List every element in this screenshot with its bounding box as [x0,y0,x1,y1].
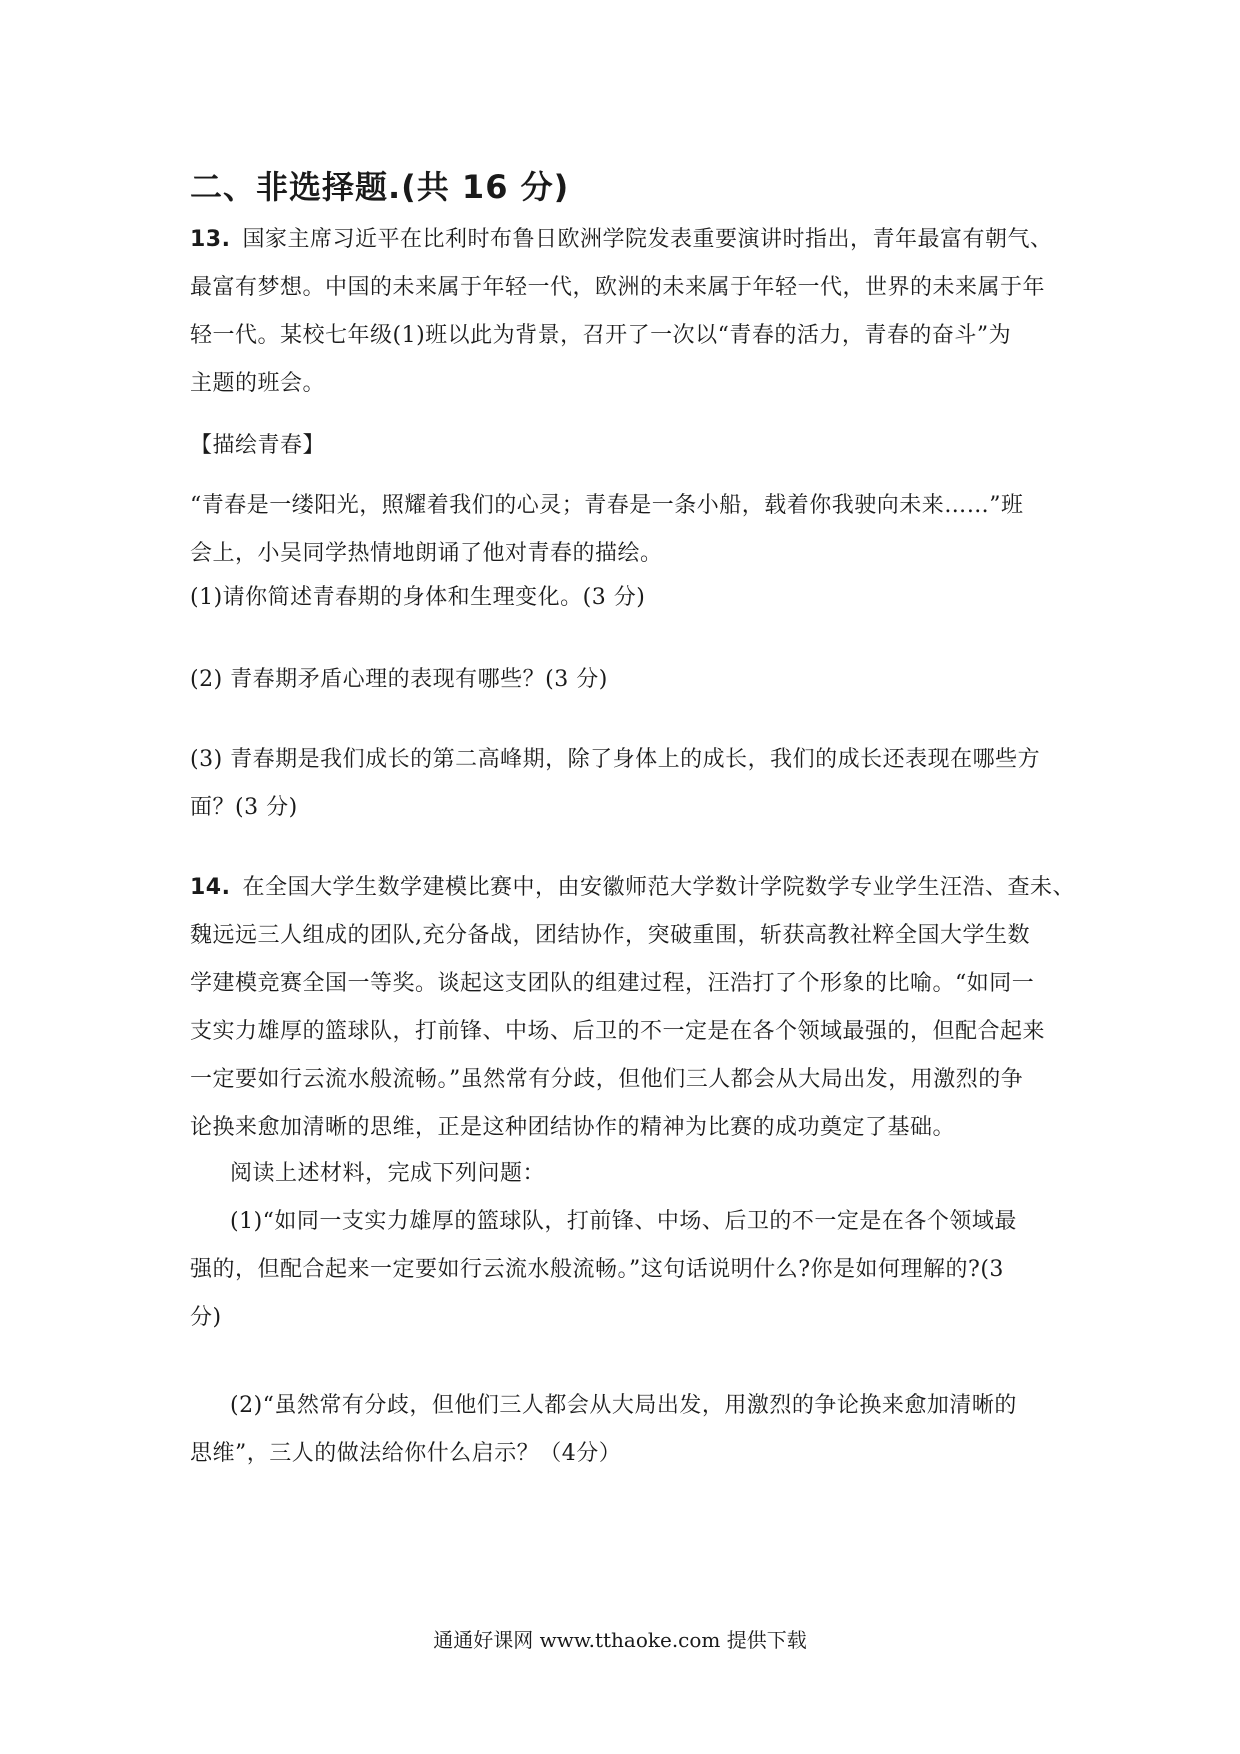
q13-sub3-line-1: (3) 青春期是我们成长的第二高峰期，除了身体上的成长，我们的成长还表现在哪些方 [190,747,1041,772]
q14-material-line-1: 14. 在全国大学生数学建模比赛中，由安徽师范大学数计学院数学专业学生汪浩、查未、 [190,875,1075,900]
q14-instruction: 阅读上述材料，完成下列问题： [230,1161,546,1186]
q14-number: 14. [190,875,231,900]
q14-material-line-5: 一定要如行云流水般流畅。”虽然常有分歧，但他们三人都会从大局出发，用激烈的争 [190,1067,1024,1092]
q13-intro-line-1: 13. 国家主席习近平在比利时布鲁日欧洲学院发表重要演讲时指出，青年最富有朝气、 [190,227,1053,252]
q14-sub1-line-1: (1)“如同一支实力雄厚的篮球队，打前锋、中场、后卫的不一定是在各个领域最 [230,1209,1017,1234]
q13-number: 13. [190,227,231,252]
q14-sub2-line-1: (2)“虽然常有分歧，但他们三人都会从大局出发，用激烈的争论换来愈加清晰的 [230,1393,1017,1418]
q13-sub3-line-2: 面？(3 分) [190,795,298,820]
q13-quote-line-2: 会上，小吴同学热情地朗诵了他对青春的描绘。 [190,541,663,566]
q13-subheading: 【描绘青春】 [190,433,326,458]
q14-sub1-line-3: 分) [190,1305,222,1330]
q13-sub1: (1)请你简述青春期的身体和生理变化。(3 分) [190,585,646,610]
q14-material-line-2: 魏远远三人组成的团队,充分备战，团结协作，突破重围，斩获高教社粹全国大学生数 [190,923,1030,948]
q14-sub1-line-2: 强的，但配合起来一定要如行云流水般流畅。”这句话说明什么?你是如何理解的?(3 [190,1257,1004,1282]
q14-material-line-6: 论换来愈加清晰的思维，正是这种团结协作的精神为比赛的成功奠定了基础。 [190,1115,956,1140]
q14-material-line-3: 学建模竞赛全国一等奖。谈起这支团队的组建过程，汪浩打了个形象的比喻。“如同一 [190,971,1035,996]
q13-sub2: (2) 青春期矛盾心理的表现有哪些？(3 分) [190,667,608,692]
q13-quote-line-1: “青春是一缕阳光，照耀着我们的心灵；青春是一条小船，载着你我驶向未来……”班 [190,493,1024,518]
q14-sub2-line-2: 思维”，三人的做法给你什么启示？（4分） [190,1441,622,1466]
q13-intro-line-3: 轻一代。某校七年级(1)班以此为背景，召开了一次以“青春的活力，青春的奋斗”为 [190,323,1012,348]
q13-intro-line-4: 主题的班会。 [190,371,326,396]
section-title: 二、非选择题.(共 16 分) [190,168,570,206]
footer-credit: 通通好课网 www.tthaoke.com 提供下载 [433,1628,807,1652]
q14-material-line-4: 支实力雄厚的篮球队，打前锋、中场、后卫的不一定是在各个领域最强的，但配合起来 [190,1019,1046,1044]
q13-intro-line-2: 最富有梦想。中国的未来属于年轻一代，欧洲的未来属于年轻一代，世界的未来属于年 [190,275,1046,300]
